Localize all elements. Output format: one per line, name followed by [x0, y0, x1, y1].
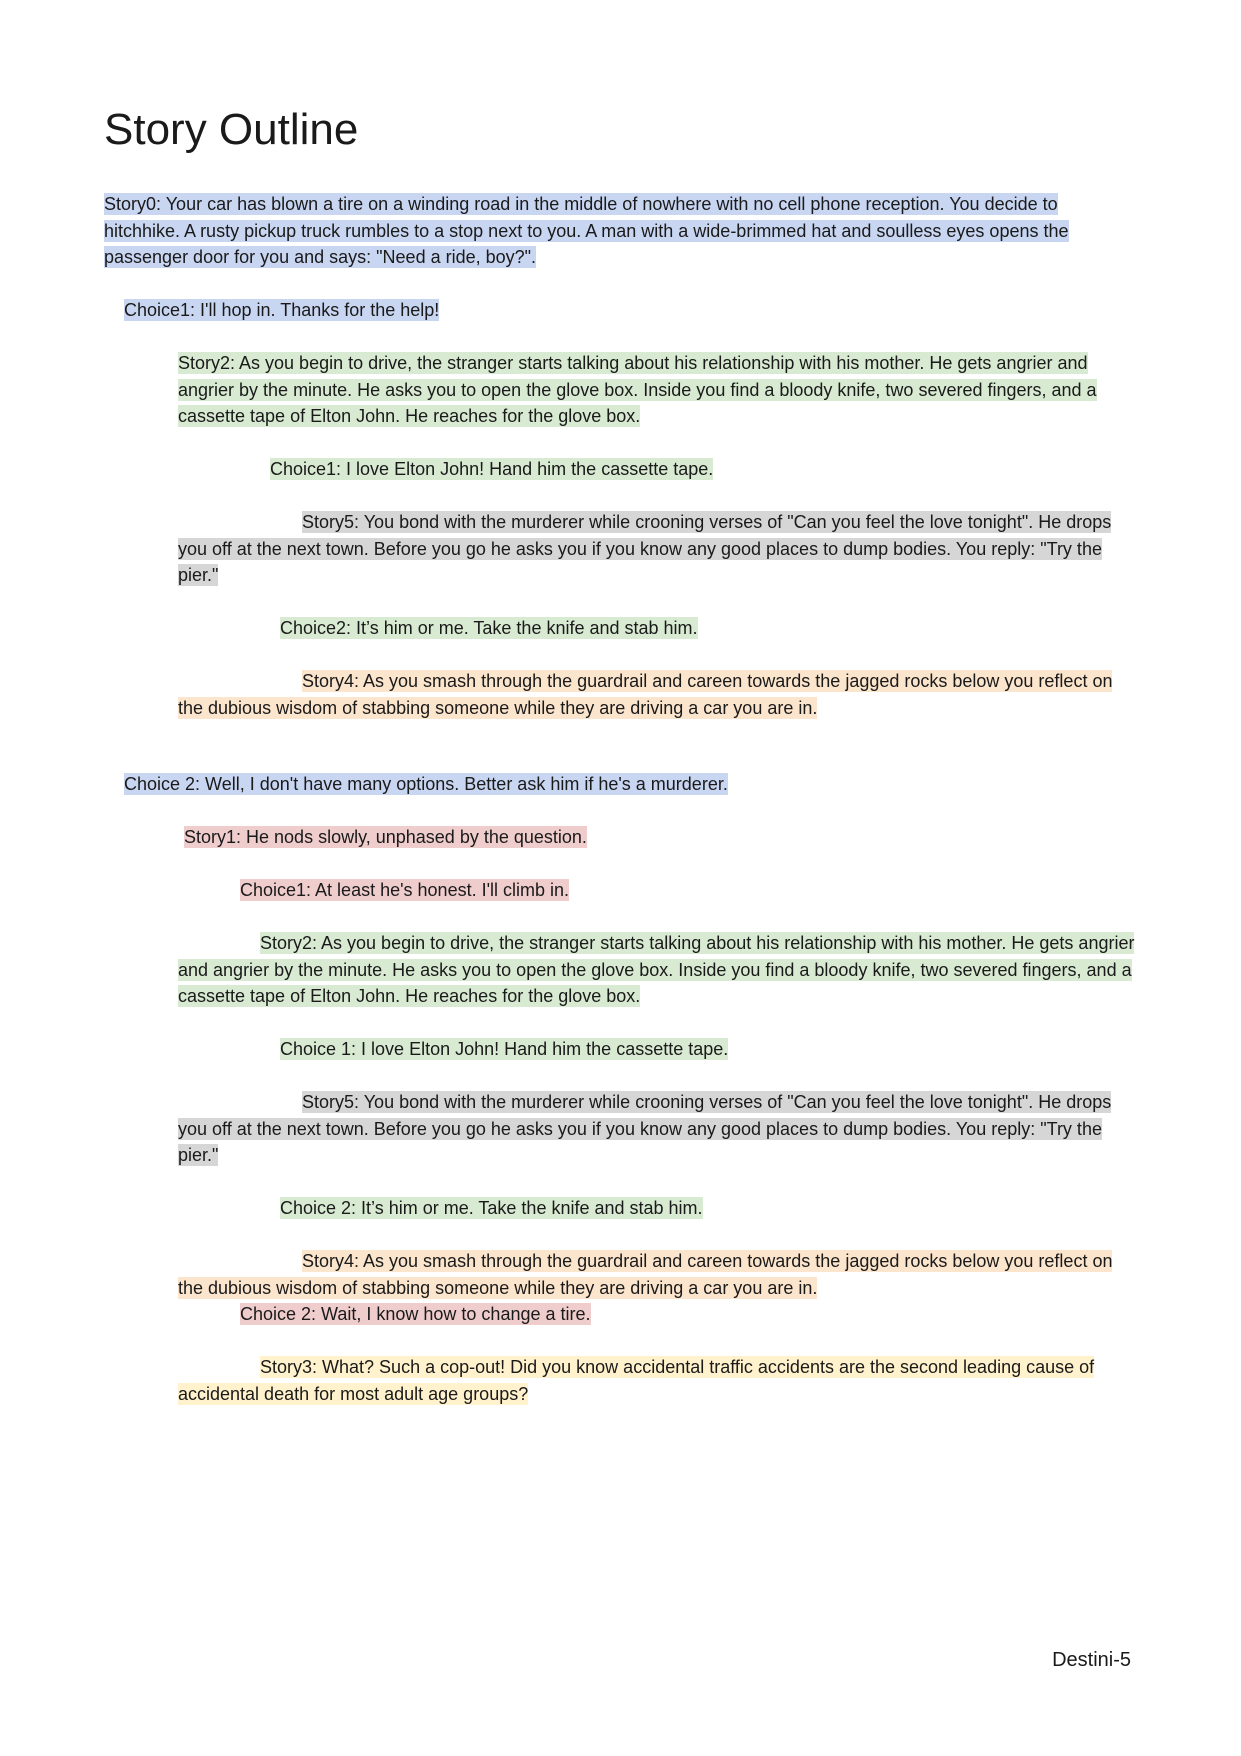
story-3 — [178, 1354, 1138, 1407]
story-5-first-text: Story5: You bond with the murderer while crooning verses of "Can you feel the love tonight". He drops you off at the next town. Before you go he asks you if you know any good places to dump bodies. You reply: "Try the pier." — [178, 512, 1112, 585]
story-0 — [104, 191, 1134, 271]
story-4-second-text: Story4: As you smash through the guardrail and careen towards the jagged rocks below you reflect on the dubious wisdom of stabbing someone while they are driving a car you are in. — [178, 1251, 1113, 1298]
story-5-second — [178, 1089, 1138, 1169]
choice-1-honest — [240, 877, 1130, 904]
story-2-second — [178, 930, 1138, 1010]
story-3-text: Story3: What? Such a cop-out! Did you know accidental traffic accidents are the second leading cause of accidental death for most adult age groups? — [178, 1357, 1095, 1404]
choice-2-stab-second-text: Choice 2: It’s him or me. Take the knife and stab him. — [280, 1198, 703, 1218]
choice-2-tire-text: Choice 2: Wait, I know how to change a tire. — [240, 1304, 591, 1324]
story-1 — [184, 824, 1134, 851]
choice-1-hop-in — [124, 297, 1124, 324]
choice-2-stab-first-text: Choice2: It’s him or me. Take the knife and stab him. — [280, 618, 698, 638]
choice-1-elton-second — [280, 1036, 1130, 1063]
story-5-first — [178, 509, 1138, 589]
story-5-second-text: Story5: You bond with the murderer while crooning verses of "Can you feel the love tonight". He drops you off at the next town. Before you go he asks you if you know any good places to dump bodies. You reply: "Try the pier." — [178, 1092, 1112, 1165]
choice-1-hop-in-text: Choice1: I'll hop in. Thanks for the help! — [124, 300, 440, 320]
story-1-text: Story1: He nods slowly, unphased by the question. — [184, 827, 587, 847]
choice-2-tire — [240, 1301, 1130, 1328]
page-title: Story Outline — [104, 105, 359, 154]
choice-2-ask-text: Choice 2: Well, I don't have many options. Better ask him if he's a murderer. — [124, 774, 728, 794]
choice-1-elton-first — [270, 456, 1130, 483]
story-2-first — [178, 350, 1138, 430]
story-2-first-text: Story2: As you begin to drive, the stranger starts talking about his relationship with his mother. He gets angrier and angrier by the minute. He asks you to open the glove box. Inside you find a bloody knife, two severed fingers, and a cassette tape of Elton John. He reaches for the glove box. — [178, 353, 1097, 426]
choice-2-ask — [124, 771, 1124, 798]
story-0-text: Story0: Your car has blown a tire on a winding road in the middle of nowhere with no cell phone reception. You decide to hitchhike. A rusty pickup truck rumbles to a stop next to you. A man with a wide-brimmed hat and soulless eyes opens the passenger door for you and says: "Need a ride, boy?". — [104, 194, 1069, 267]
choice-1-honest-text: Choice1: At least he's honest. I'll climb in. — [240, 880, 570, 900]
choice-2-stab-first — [280, 615, 1130, 642]
story-4-first — [178, 668, 1138, 721]
page-footer: Destini-5 — [1052, 1649, 1131, 1671]
choice-1-elton-first-text: Choice1: I love Elton John! Hand him the cassette tape. — [270, 459, 714, 479]
story-2-second-text: Story2: As you begin to drive, the stranger starts talking about his relationship with his mother. He gets angrier and angrier by the minute. He asks you to open the glove box. Inside you find a bloody knife, two severed fingers, and a cassette tape of Elton John. He reaches for the glove box. — [178, 933, 1135, 1006]
story-4-second — [178, 1248, 1138, 1301]
choice-2-stab-second — [280, 1195, 1130, 1222]
choice-1-elton-second-text: Choice 1: I love Elton John! Hand him the cassette tape. — [280, 1039, 729, 1059]
story-4-first-text: Story4: As you smash through the guardrail and careen towards the jagged rocks below you reflect on the dubious wisdom of stabbing someone while they are driving a car you are in. — [178, 671, 1113, 718]
